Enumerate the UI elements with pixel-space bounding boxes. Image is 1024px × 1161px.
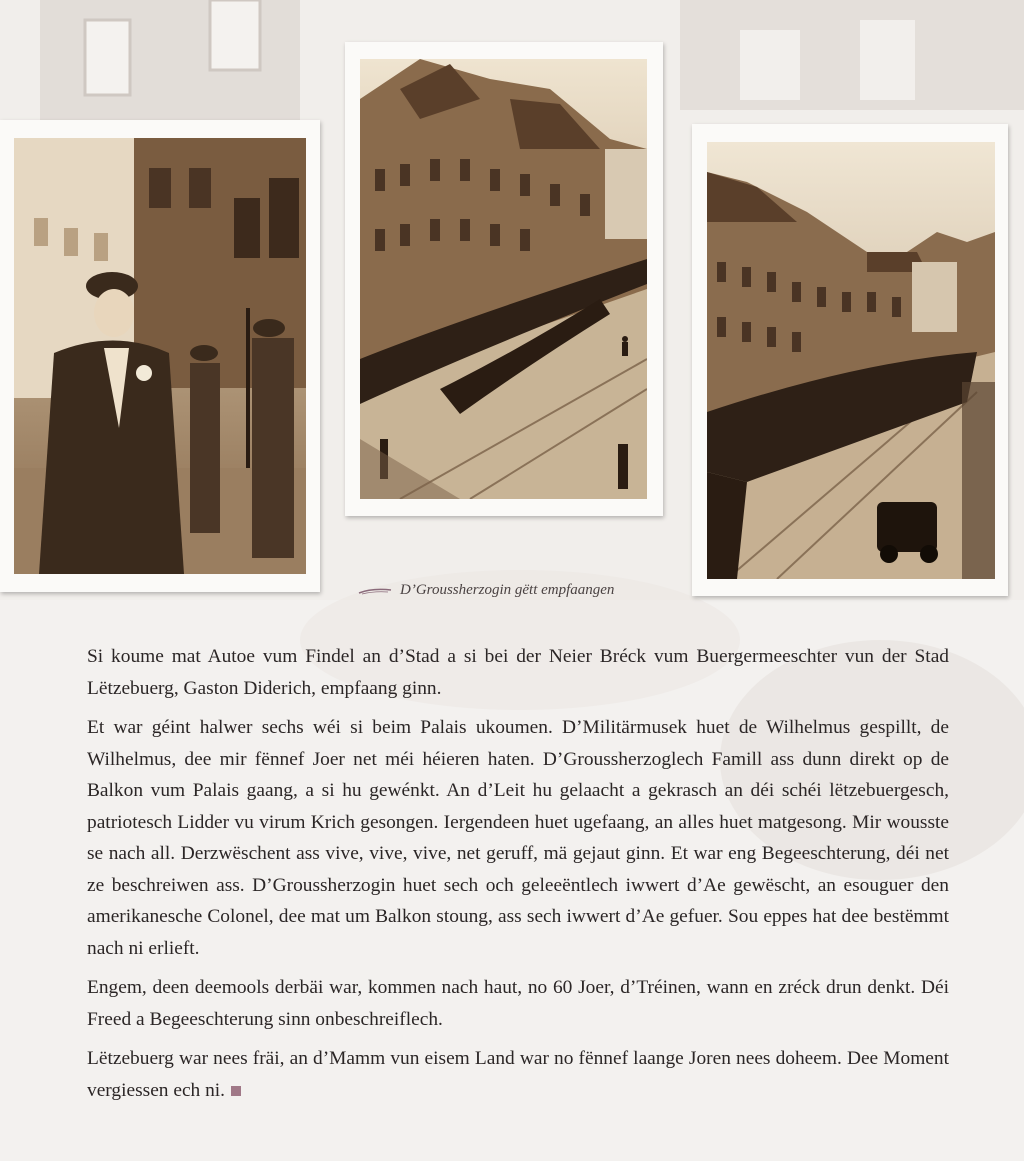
crowd-street-photo-icon: [707, 142, 995, 579]
paragraph-4-text: Lëtzebuerg war nees fräi, an d’Mamm vun eisem Land war no fënnef laange Joren nees doheem. Dee Moment vergiessen ech ni.: [87, 1048, 949, 1101]
caption-swoosh-icon: [358, 586, 392, 596]
paragraph-4: [87, 1043, 949, 1106]
end-of-article-square-icon: [231, 1086, 241, 1096]
street-parade-photo-icon: [360, 59, 647, 499]
portrait-photo-grand-duchess-soldiers-icon: [14, 138, 306, 574]
paragraph-3: Engem, deen deemools derbäi war, kommen nach haut, no 60 Joer, d’Tréinen, wann en zréck drun denkt. Déi Freed a Begeeschterung sinn onbeschreiflech.: [87, 977, 949, 1030]
paragraph-2: Et war géint halwer sechs wéi si beim Palais ukoumen. D’Militärmusek huet de Wilhelmus gespillt, de Wilhelmus, dee mir fënnef Joer net méi héieren haten. D’Groussherzoglech Famill ass dunn direkt op de Balkon vum Palais gaang, a si hu gewénkt. An d’Leit hu gelaacht a gekrasch an déi schéi lëtzebuergesch, patriotesch Lidder vu virum Krich gesongen. Iergendeen huet ugefaang, an alles huet matgesong. Mir wousste se nach all. Derzwëschent ass vive, vive, vive, net geruff, mä gejaut ginn. Et war eng Begeeschterung, déi net ze beschreiwen ass. D’Groussherzogin huet sech och geleeëntlech iwwert d’Ae gewëscht, an esouguer den amerikanesche Colonel, dee mat um Balkon stoung, ass sech iwwert d’Ae gefuer. Sou eppes hat dee bestëmmt nach ni erlieft.: [87, 717, 949, 959]
photo-grand-duchess: [0, 120, 320, 592]
photo-crowd-street: [692, 124, 1008, 596]
article-body: [87, 641, 949, 1114]
photo-street-parade: [345, 42, 663, 516]
caption-text: D’Groussherzogin gëtt empfaangen: [400, 582, 615, 598]
photo-caption: [358, 582, 614, 599]
paragraph-1: Si koume mat Autoe vum Findel an d’Stad a si bei der Neier Bréck vum Buergermeeschter vun der Stad Lëtzebuerg, Gaston Diderich, empfaang ginn.: [87, 646, 949, 699]
